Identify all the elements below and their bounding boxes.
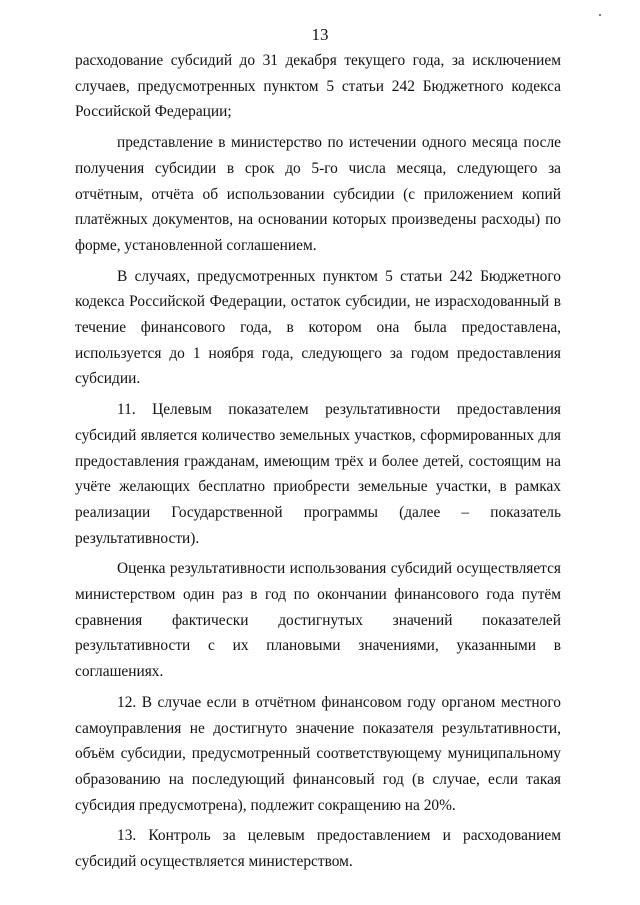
paragraph-item-12: 12. В случае если в отчётном финансовом году органом местного самоуправления не достигнуто значение показателя результативности, объём субсидии, предусмотренный соответствующему муниципальному образованию на последующий финансовый год (в случае, если такая субсидия предусмотрена), подлежит сокращению на 20%. — [75, 693, 561, 814]
page-number: 13 — [311, 25, 329, 44]
paragraph-report-submission: представление в министерство по истечении одного месяца после получения субсидии в срок до 5-го числа месяца, следующего за отчётным, отчёта об использовании субсидии (с приложением копий платёжных документов, на основании которых произведены расходы) по форме, установленной соглашением. — [75, 134, 561, 254]
paragraph-continuation: расходование субсидий до 31 декабря текущего года, за исключением случаев, предусмотренных пунктом 5 статьи 242 Бюджетного кодекса Российской Федерации; — [75, 52, 561, 121]
paragraph-subsidy-remainder: В случаях, предусмотренных пунктом 5 статьи 242 Бюджетного кодекса Российской Федерации, остаток субсидии, не израсходованный в течение финансового года, в котором она была предоставлена, используется до 1 ноября года, следующего за годом предоставления субсидии. — [75, 267, 561, 388]
paragraph-performance-evaluation: Оценка результативности использования субсидий осуществляется министерством один раз в год по окончании финансового года путём сравнения фактически достигнутых значений показателей результативности с их плановыми значениями, указанными в соглашениях. — [75, 560, 561, 681]
paragraph-item-13: 13. Контроль за целевым предоставлением и расходованием субсидий осуществляется министерством. — [75, 827, 561, 871]
document-body — [75, 48, 561, 880]
scan-speck — [599, 14, 601, 16]
paragraph-item-11: 11. Целевым показателем результативности предоставления субсидий является количество земельных участков, сформированных для предоставления гражданам, имеющим трёх и более детей, состоящим на учёте желающих бесплатно приобрести земельные участки, в рамках реализации Государственной программы (далее – показатель результативности). — [75, 401, 561, 547]
